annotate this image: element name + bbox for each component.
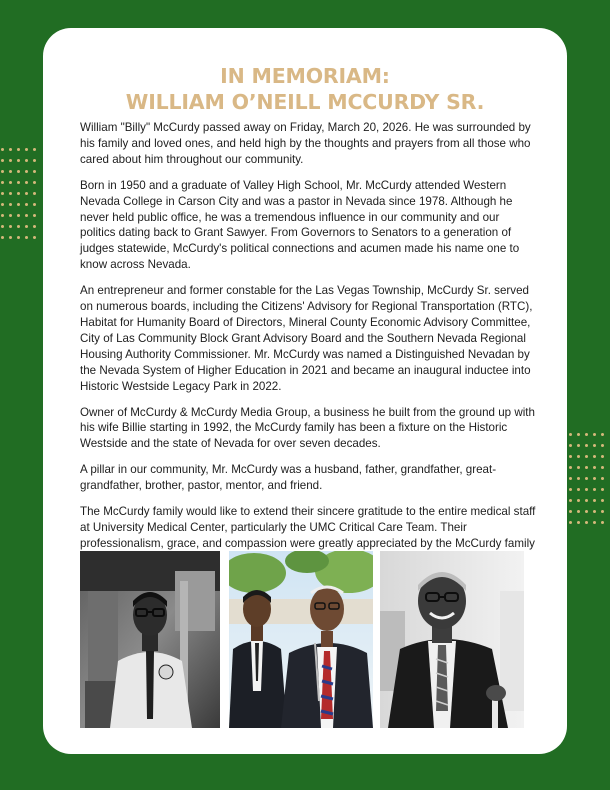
photo-young-portrait: [80, 551, 220, 728]
decorative-dot-grid-left: [1, 148, 37, 240]
paragraph-community: A pillar in our community, Mr. McCurdy was a husband, father, grandfather, great-grandfather, brother, pastor, mentor, and friend.: [80, 463, 497, 493]
memorial-title-line-1: IN MEMORIAM:: [220, 64, 390, 88]
photo-two-men: [229, 551, 373, 728]
paragraph-biography: Born in 1950 and a graduate of Valley High School, Mr. McCurdy attended Western Nevada College in Carson City and was a pastor in Nevada since 1978. Although he never held public office, he was a tremendous influence in our community and our politics dating back to Grant Sawyer. From Governors to Senators to a generation of judges statewide, McCurdy's political connections and acumen made his name one to know across Nevada.: [80, 178, 520, 272]
paragraph-gratitude: The McCurdy family would like to extend their sincere gratitude to the entire medical staff at University Medical Center, particularly the UMC Critical Care Team. Their professionalism, grace, and compassion were greatly appreciated by the McCurdy family: [80, 505, 536, 550]
photo-elder-portrait: [380, 551, 524, 728]
decorative-dot-grid-right: [569, 433, 605, 525]
paragraph-boards: An entrepreneur and former constable for the Las Vegas Township, McCurdy Sr. served on numerous boards, including the Citizens' Advisory for Regional Transportation (RTC), Habitat for Humanity Board of Directors, Mineral County Economic Advisory Committee, City of Las Community Block Grant Advisory Board and the Southern Nevada Regional Housing Authority Commissioner. Mr. McCurdy was named a Distinguished Nevadan by the Nevada System of Higher Education in 2021 and became an inaugural inductee into Historic Westside Legacy Park in 2022.: [80, 284, 533, 393]
memorial-body: [80, 120, 536, 578]
memorial-card: [43, 28, 567, 754]
memorial-title-line-2: WILLIAM O’NEILL MCCURDY SR.: [125, 90, 485, 114]
paragraph-passing: William "Billy" McCurdy passed away on Friday, March 20, 2026. He was surrounded by his family and loved ones, and held high by the thoughts and prayers from all those who cared about him throughout our community.: [80, 121, 531, 166]
paragraph-business: Owner of McCurdy & McCurdy Media Group, a business he built from the ground up with his wife Billie starting in 1992, the McCurdy family has been a fixture on the Historic Westside and the state of Nevada for over seven decades.: [80, 405, 535, 451]
